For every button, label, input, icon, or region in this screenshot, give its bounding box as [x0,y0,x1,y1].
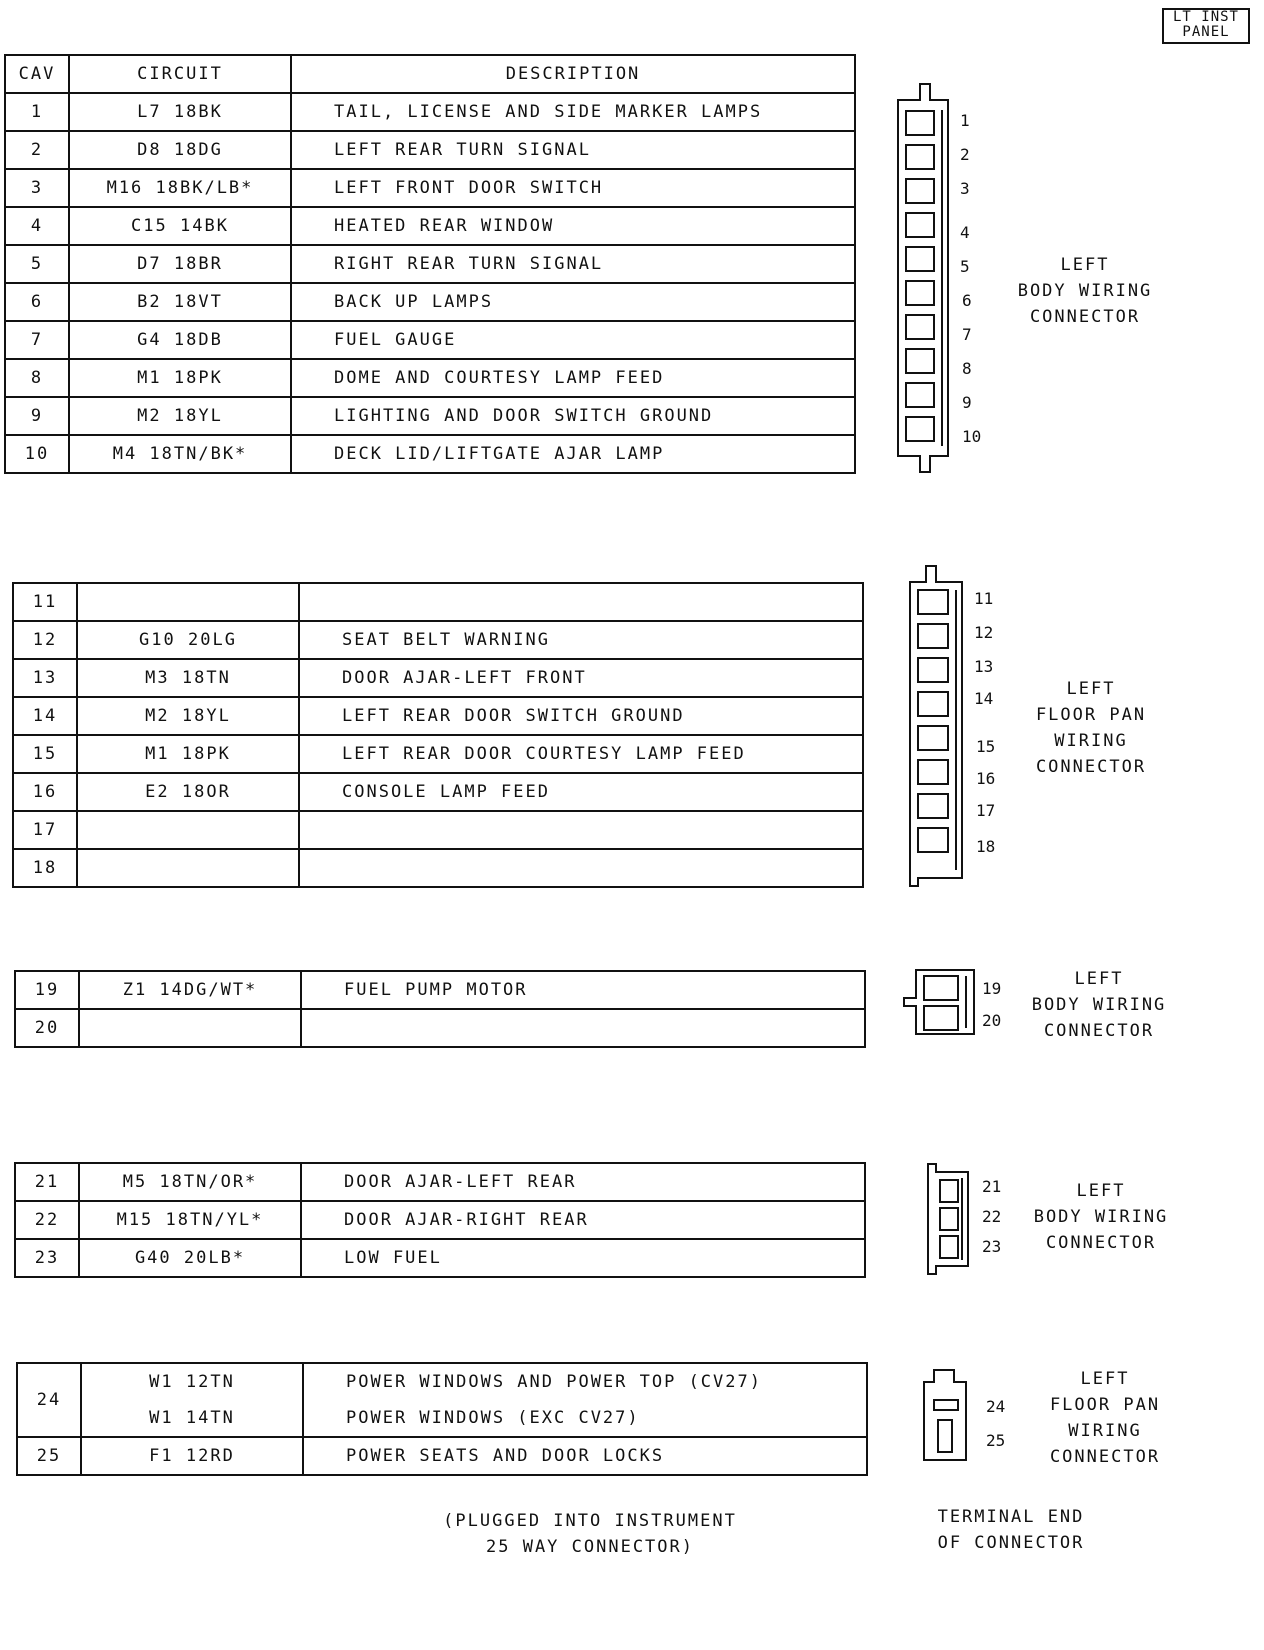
circuit-cell: G40 20LB* [79,1239,301,1277]
circuit-cell: M3 18TN [77,659,299,697]
connector-1-terminal [906,383,934,407]
circuit-cell: D8 18DG [69,131,291,169]
page-title [1162,8,1250,44]
label-line: LEFT [1080,1369,1130,1389]
cav-cell: 12 [13,621,77,659]
cav-cell: 18 [13,849,77,887]
connector-3-terminal [924,1006,958,1030]
table-row [5,359,855,397]
label-line: CONNECTOR [1029,307,1141,327]
table-row [5,321,855,359]
cav-cell: 10 [5,435,69,473]
circuit-cell [81,1363,303,1437]
cavity-table-1 [4,54,856,474]
cav-cell: 15 [13,735,77,773]
description-cell: BACK UP LAMPS [291,283,855,321]
cavity-table-2 [12,582,864,888]
circuit-cell [79,1009,301,1047]
pin-number: 15 [976,737,996,756]
description-cell: LEFT FRONT DOOR SWITCH [291,169,855,207]
circuit-cell [77,811,299,849]
cav-cell: 7 [5,321,69,359]
pin-number: 6 [962,291,972,310]
table-row [15,1239,865,1277]
connector-1-label [1010,252,1160,330]
description-cell: LIGHTING AND DOOR SWITCH GROUND [291,397,855,435]
pin-number: 21 [982,1177,1002,1196]
table-row [13,735,863,773]
pin-number: 24 [986,1397,1006,1416]
connector-1-terminal [906,179,934,203]
table-row [13,697,863,735]
table-row [15,1163,865,1201]
cav-cell: 24 [17,1363,81,1437]
table-row [15,1201,865,1239]
circuit-cell: Z1 14DG/WT* [79,971,301,1009]
circuit-cell: L7 18BK [69,93,291,131]
table-row [13,583,863,621]
pin-number: 18 [976,837,996,856]
description-cell [301,1009,865,1047]
label-line: BODY WIRING [1033,1207,1169,1227]
circuit-cell: G4 18DB [69,321,291,359]
connector-1-terminal [906,111,934,135]
circuit-cell: B2 18VT [69,283,291,321]
circuit-cell [77,583,299,621]
cav-cell: 16 [13,773,77,811]
table-row [5,435,855,473]
circuit-header: CIRCUIT [69,55,291,93]
description-cell [299,849,863,887]
cav-cell: 13 [13,659,77,697]
connector-1-terminal [906,145,934,169]
pin-number: 17 [976,801,996,820]
circuit-cell: M2 18YL [77,697,299,735]
cav-cell: 9 [5,397,69,435]
circuit-cell: M1 18PK [77,735,299,773]
cav-cell: 23 [15,1239,79,1277]
connector-1-terminal [906,349,934,373]
pin-number: 5 [960,257,970,276]
circuit-line-1: W1 12TN [149,1372,235,1392]
connector-2-terminal [918,658,948,682]
pin-number: 22 [982,1207,1002,1226]
circuit-cell: G10 20LG [77,621,299,659]
connector-1-terminal [906,247,934,271]
description-cell: LOW FUEL [301,1239,865,1277]
description-line-1: POWER WINDOWS AND POWER TOP (CV27) [346,1372,762,1392]
label-line: CONNECTOR [1045,1233,1157,1253]
page-title-line-2: PANEL [1182,24,1230,40]
connector-4-terminal [940,1208,958,1230]
circuit-cell: M16 18BK/LB* [69,169,291,207]
table-row [5,245,855,283]
table-row [5,283,855,321]
pin-number: 14 [974,689,994,708]
description-cell: HEATED REAR WINDOW [291,207,855,245]
table-row [13,621,863,659]
circuit-cell: C15 14BK [69,207,291,245]
description-header: DESCRIPTION [291,55,855,93]
description-cell [299,583,863,621]
connector-3-diagram [900,962,1030,1042]
cav-cell: 17 [13,811,77,849]
label-line: FLOOR PAN [1049,1395,1161,1415]
connector-2-terminal [918,692,948,716]
connector-2-terminal [918,828,948,852]
pin-number: 10 [962,427,982,446]
cavity-table-4 [14,1162,866,1278]
terminal-end-note [936,1504,1086,1556]
page-title-line-1: LT INST [1172,9,1239,25]
connector-2-terminal [918,590,948,614]
description-cell: DECK LID/LIFTGATE AJAR LAMP [291,435,855,473]
description-cell: TAIL, LICENSE AND SIDE MARKER LAMPS [291,93,855,131]
description-cell: DOME AND COURTESY LAMP FEED [291,359,855,397]
connector-1-terminal [906,417,934,441]
connector-2-diagram [904,560,1024,900]
connector-5-terminal [938,1420,952,1452]
pin-number: 2 [960,145,970,164]
cav-cell: 4 [5,207,69,245]
table-row [15,1009,865,1047]
description-cell: FUEL GAUGE [291,321,855,359]
connector-5-housing [924,1370,966,1460]
connector-4-terminal [940,1180,958,1202]
note-line: TERMINAL END [937,1507,1085,1527]
label-line: CONNECTOR [1049,1447,1161,1467]
connector-5-diagram [912,1364,1032,1474]
table-row [13,811,863,849]
cav-cell: 14 [13,697,77,735]
description-cell: DOOR AJAR-RIGHT REAR [301,1201,865,1239]
description-cell [299,811,863,849]
cav-cell: 25 [17,1437,81,1475]
pin-number: 3 [960,179,970,198]
description-cell [303,1363,867,1437]
label-line: BODY WIRING [1031,995,1167,1015]
pin-number: 13 [974,657,994,676]
pin-number: 20 [982,1011,1002,1030]
table-row [5,397,855,435]
table-row [5,169,855,207]
connector-2-label [1016,676,1166,780]
table-row [15,971,865,1009]
pin-number: 25 [986,1431,1006,1450]
connector-4-label [1026,1178,1176,1256]
table-row [13,773,863,811]
connector-4-terminal [940,1236,958,1258]
cav-cell: 20 [15,1009,79,1047]
connector-4-diagram [920,1160,1030,1280]
circuit-cell: D7 18BR [69,245,291,283]
cav-cell: 8 [5,359,69,397]
table-row [5,131,855,169]
label-line: LEFT [1076,1181,1126,1201]
note-line: (PLUGGED INTO INSTRUMENT [443,1511,737,1531]
circuit-cell [77,849,299,887]
table-row [5,93,855,131]
connector-2-terminal [918,726,948,750]
cav-cell: 2 [5,131,69,169]
pin-number: 19 [982,979,1002,998]
label-line: BODY WIRING [1017,281,1153,301]
description-cell: LEFT REAR DOOR SWITCH GROUND [299,697,863,735]
label-line: LEFT [1060,255,1110,275]
pin-number: 4 [960,223,970,242]
cav-header: CAV [5,55,69,93]
label-line: WIRING [1054,731,1128,751]
connector-5-label [1030,1366,1180,1470]
table-row [13,849,863,887]
label-line: CONNECTOR [1035,757,1147,777]
note-line: OF CONNECTOR [937,1533,1085,1553]
label-line: CONNECTOR [1043,1021,1155,1041]
description-cell: LEFT REAR DOOR COURTESY LAMP FEED [299,735,863,773]
cav-cell: 22 [15,1201,79,1239]
description-cell: FUEL PUMP MOTOR [301,971,865,1009]
label-line: LEFT [1074,969,1124,989]
pin-number: 1 [960,111,970,130]
pin-number: 16 [976,769,996,788]
connector-3-terminal [924,976,958,1000]
table-row [5,207,855,245]
pin-number: 23 [982,1237,1002,1256]
circuit-cell: M1 18PK [69,359,291,397]
table-row [13,659,863,697]
description-cell: POWER SEATS AND DOOR LOCKS [303,1437,867,1475]
cav-cell: 1 [5,93,69,131]
cav-cell: 19 [15,971,79,1009]
cavity-table-3 [14,970,866,1048]
description-cell: DOOR AJAR-LEFT FRONT [299,659,863,697]
table-header-row [5,55,855,93]
description-cell: CONSOLE LAMP FEED [299,773,863,811]
table-row [17,1437,867,1475]
cav-cell: 11 [13,583,77,621]
circuit-cell: M2 18YL [69,397,291,435]
plugged-note [420,1508,760,1560]
connector-5-terminal [934,1400,958,1410]
connector-2-terminal [918,794,948,818]
description-line-2: POWER WINDOWS (EXC CV27) [346,1408,640,1428]
connector-1-terminal [906,281,934,305]
note-line: 25 WAY CONNECTOR) [486,1537,694,1557]
connector-2-terminal [918,760,948,784]
description-cell: LEFT REAR TURN SIGNAL [291,131,855,169]
connector-1-housing [898,84,948,472]
connector-1-diagram [890,78,1010,478]
cav-cell: 3 [5,169,69,207]
circuit-cell: M5 18TN/OR* [79,1163,301,1201]
cav-cell: 21 [15,1163,79,1201]
cavity-table-5 [16,1362,868,1476]
circuit-cell: M4 18TN/BK* [69,435,291,473]
pin-number: 9 [962,393,972,412]
description-cell: DOOR AJAR-LEFT REAR [301,1163,865,1201]
cav-cell: 6 [5,283,69,321]
circuit-line-2: W1 14TN [149,1408,235,1428]
pin-number: 12 [974,623,994,642]
circuit-cell: M15 18TN/YL* [79,1201,301,1239]
connector-1-terminal [906,213,934,237]
label-line: WIRING [1068,1421,1142,1441]
description-cell: RIGHT REAR TURN SIGNAL [291,245,855,283]
pin-number: 11 [974,589,994,608]
connector-2-terminal [918,624,948,648]
connector-3-label [1024,966,1174,1044]
cav-cell: 5 [5,245,69,283]
pin-number: 7 [962,325,972,344]
table-row [17,1363,867,1437]
label-line: LEFT [1066,679,1116,699]
connector-1-terminal [906,315,934,339]
description-cell: SEAT BELT WARNING [299,621,863,659]
circuit-cell: E2 18OR [77,773,299,811]
circuit-cell: F1 12RD [81,1437,303,1475]
pin-number: 8 [962,359,972,378]
connector-3-housing [904,970,974,1034]
label-line: FLOOR PAN [1035,705,1147,725]
